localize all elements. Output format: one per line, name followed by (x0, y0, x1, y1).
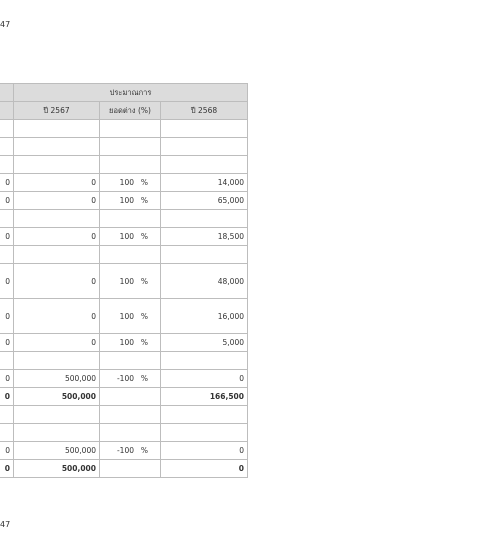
table-row (0, 174, 248, 192)
page-number-bottom: 47 (0, 520, 11, 529)
difference-cell (100, 442, 161, 460)
percent-sign: % (140, 178, 148, 187)
difference-cell (100, 156, 161, 174)
prev-value-cell (0, 210, 14, 228)
difference-cell (100, 246, 161, 264)
prev-value-cell: 0 (0, 370, 14, 388)
estimate-2567-cell: 0 (14, 299, 100, 334)
table-row (0, 246, 248, 264)
header-columns-row (0, 102, 248, 120)
prev-value-cell (0, 352, 14, 370)
difference-cell (100, 299, 161, 334)
table-row (0, 424, 248, 442)
percent-sign: % (140, 374, 148, 383)
estimate-2568-cell: 0 (161, 370, 248, 388)
estimate-2568-cell: 65,000 (161, 192, 248, 210)
table-row (0, 264, 248, 299)
budget-table (0, 83, 248, 478)
estimate-2567-cell: 500,000 (14, 460, 100, 478)
prev-value-cell (0, 424, 14, 442)
estimate-2568-cell (161, 156, 248, 174)
estimate-2568-cell: 166,500 (161, 388, 248, 406)
difference-cell (100, 138, 161, 156)
estimate-2567-cell (14, 210, 100, 228)
subtotal-row (0, 388, 248, 406)
percent-sign: % (140, 196, 148, 205)
difference-cell (100, 406, 161, 424)
difference-cell (100, 334, 161, 352)
estimate-2568-cell: 16,000 (161, 299, 248, 334)
estimate-2567-cell (14, 156, 100, 174)
header-difference: ยอดต่าง (%) (100, 102, 161, 120)
estimate-2567-cell (14, 424, 100, 442)
prev-value-cell: 0 (0, 228, 14, 246)
estimate-2568-cell (161, 210, 248, 228)
estimate-2567-cell: 500,000 (14, 388, 100, 406)
estimate-2567-cell (14, 352, 100, 370)
prev-value-cell (0, 246, 14, 264)
difference-value: 100 (119, 232, 134, 241)
prev-value-cell: 0 (0, 299, 14, 334)
estimate-2567-cell: 0 (14, 192, 100, 210)
estimate-2567-cell (14, 406, 100, 424)
table-row (0, 192, 248, 210)
estimate-2567-cell: 0 (14, 264, 100, 299)
difference-cell (100, 352, 161, 370)
table-row (0, 138, 248, 156)
header-cell-left (0, 102, 14, 120)
prev-value-cell (0, 120, 14, 138)
estimate-2568-cell: 0 (161, 460, 248, 478)
estimate-2567-cell: 500,000 (14, 442, 100, 460)
percent-sign: % (140, 232, 148, 241)
table-row (0, 370, 248, 388)
prev-value-cell: 0 (0, 460, 14, 478)
header-estimate: ประมาณการ (14, 84, 248, 102)
total-row (0, 460, 248, 478)
difference-cell (100, 370, 161, 388)
difference-cell (100, 424, 161, 442)
estimate-2567-cell: 0 (14, 228, 100, 246)
difference-cell (100, 264, 161, 299)
percent-sign: % (140, 446, 148, 455)
table-row (0, 406, 248, 424)
percent-sign: % (140, 338, 148, 347)
estimate-2568-cell: 0 (161, 442, 248, 460)
difference-cell (100, 174, 161, 192)
estimate-2568-cell: 5,000 (161, 334, 248, 352)
header-cell-left (0, 84, 14, 102)
estimate-2567-cell: 0 (14, 174, 100, 192)
difference-value: 100 (119, 196, 134, 205)
estimate-2567-cell (14, 138, 100, 156)
table-row (0, 442, 248, 460)
difference-value: -100 (116, 446, 134, 455)
percent-sign: % (140, 311, 148, 321)
table-row (0, 334, 248, 352)
prev-value-cell: 0 (0, 334, 14, 352)
prev-value-cell (0, 156, 14, 174)
estimate-2568-cell (161, 352, 248, 370)
estimate-2568-cell (161, 424, 248, 442)
difference-value: 100 (119, 178, 134, 187)
prev-value-cell: 0 (0, 388, 14, 406)
prev-value-cell: 0 (0, 264, 14, 299)
prev-value-cell (0, 138, 14, 156)
difference-cell (100, 388, 161, 406)
difference-value: -100 (116, 374, 134, 383)
prev-value-cell: 0 (0, 192, 14, 210)
percent-sign: % (140, 276, 148, 286)
estimate-2567-cell: 500,000 (14, 370, 100, 388)
table-row (0, 228, 248, 246)
estimate-2568-cell: 48,000 (161, 264, 248, 299)
header-year-2567: ปี 2567 (14, 102, 100, 120)
table-row (0, 210, 248, 228)
prev-value-cell: 0 (0, 442, 14, 460)
estimate-2567-cell: 0 (14, 334, 100, 352)
estimate-2567-cell (14, 246, 100, 264)
table-row (0, 299, 248, 334)
estimate-2568-cell: 18,500 (161, 228, 248, 246)
table-row (0, 120, 248, 138)
estimate-2568-cell (161, 138, 248, 156)
difference-cell (100, 210, 161, 228)
difference-cell (100, 460, 161, 478)
prev-value-cell: 0 (0, 174, 14, 192)
difference-cell (100, 192, 161, 210)
header-year-2568: ปี 2568 (161, 102, 248, 120)
estimate-2568-cell (161, 406, 248, 424)
prev-value-cell (0, 406, 14, 424)
table-row (0, 352, 248, 370)
estimate-2568-cell (161, 246, 248, 264)
estimate-2568-cell: 14,000 (161, 174, 248, 192)
estimate-2567-cell (14, 120, 100, 138)
difference-value: 100 (119, 338, 134, 347)
page-number-top: 47 (0, 20, 11, 29)
difference-value: 100 (119, 276, 134, 286)
header-group-row (0, 84, 248, 102)
estimate-2568-cell (161, 120, 248, 138)
difference-cell (100, 120, 161, 138)
table-row (0, 156, 248, 174)
difference-cell (100, 228, 161, 246)
difference-value: 100 (119, 311, 134, 321)
